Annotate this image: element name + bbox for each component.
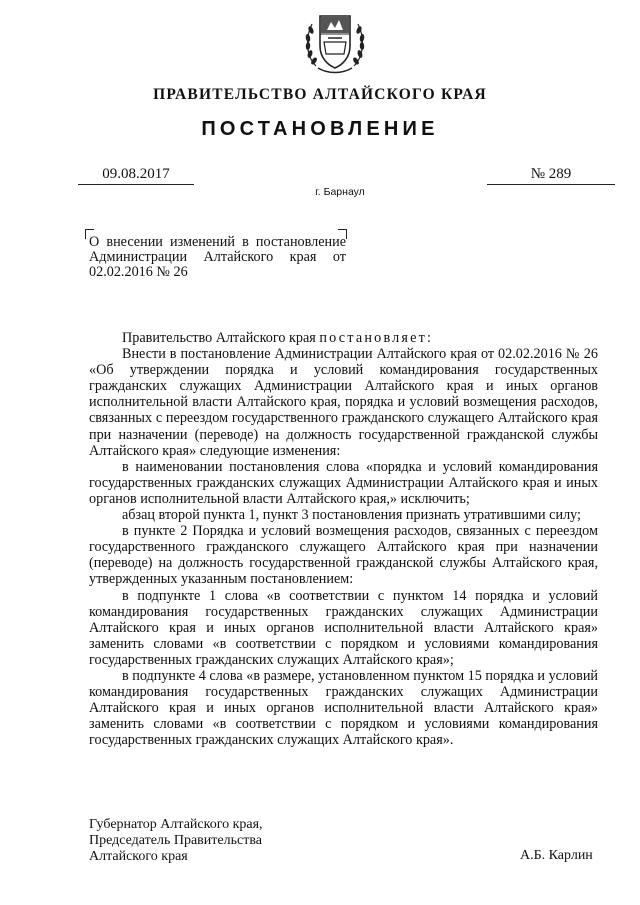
document-body — [89, 330, 598, 748]
body-paragraph: в подпункте 1 слова «в соответствии с пунктом 14 порядка и условий командирования государственных гражданских служащих Администрации Алтайского края и иных органов исполнительной власти Алтайского края» заменить словами «в соответствии с порядком и условиями командирования государственных гражданских служащих Алтайского края»; — [89, 587, 598, 668]
organization-name: ПРАВИТЕЛЬСТВО АЛТАЙСКОГО КРАЯ — [153, 86, 487, 103]
signatory-position-line: Губернатор Алтайского края, — [89, 817, 263, 832]
preamble-text: Правительство Алтайского края — [122, 330, 320, 346]
signatory-position — [89, 817, 349, 865]
document-city: г. Барнаул — [315, 186, 365, 198]
document-type-title: ПОСТАНОВЛЕНИЕ — [201, 118, 439, 140]
body-paragraph: в наименовании постановления слова «порядка и условий командирования государственных гражданских служащих Администрации Алтайского края и иных органов исполнительной власти Алтайского края,» исключить; — [89, 458, 598, 507]
preamble — [89, 330, 598, 346]
body-paragraph: абзац второй пункта 1, пункт 3 постановления признать утратившими силу; — [122, 507, 581, 524]
subject-line: 02.02.2016 № 26 — [89, 264, 188, 280]
signatory-name: А.Б. Карлин — [520, 848, 593, 863]
preamble-decree-word: постановляет: — [319, 330, 434, 346]
subject-line: О внесении изменений в постановление — [89, 234, 346, 250]
signatory-position-line: Алтайского края — [89, 849, 188, 864]
body-paragraph: в пункте 2 Порядка и условий возмещения расходов, связанных с переездом государственного гражданского служащего Алтайского края при назначении (переводе) на должность государственной гражданской службы Алтайского края, утвержденных указанным постановлением: — [89, 523, 598, 588]
subject-line: Администрации Алтайского края от — [89, 249, 346, 265]
document-date: 09.08.2017 — [78, 166, 194, 185]
signatory-position-line: Председатель Правительства — [89, 833, 262, 848]
altai-coat-of-arms-icon — [302, 8, 368, 76]
document-subject — [89, 235, 346, 280]
document-number: № 289 — [487, 166, 615, 185]
body-paragraph: Внести в постановление Администрации Алтайского края от 02.02.2016 № 26 «Об утверждении порядка и условий командирования государственных гражданских служащих Администрации Алтайского края и иных органов исполнительной власти Алтайского края, порядка и условий возмещения расходов, связанных с переездом государственного гражданского служащего Алтайского края при назначении (переводе) на должность государственной гражданской службы Алтайского края» следующие изменения: — [89, 346, 598, 459]
body-paragraph: в подпункте 4 слова «в размере, установленном пунктом 15 порядка и условий командирования государственных гражданских служащих Администрации Алтайского края и иных органов исполнительной власти Алтайского края» заменить словами «в соответствии с порядком и условиями командирования государственных гражданских служащих Алтайского края». — [89, 667, 599, 749]
